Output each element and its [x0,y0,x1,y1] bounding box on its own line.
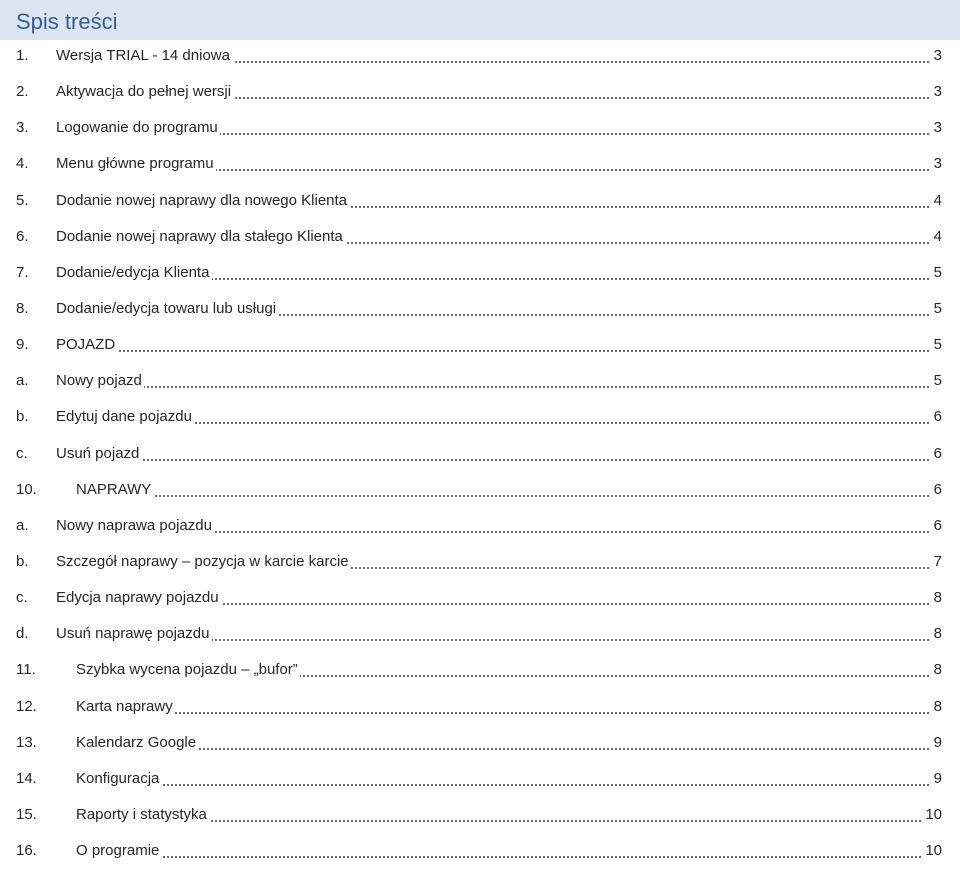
toc-entry-number: 12. [16,697,37,715]
toc-page-number: 8 [933,625,942,643]
toc-dot-leader [142,436,930,472]
toc-dot-leader [234,74,930,110]
toc-entry-number: 2. [16,83,29,101]
toc-entry-number: 4. [16,155,29,173]
toc-entry-number: 15. [16,805,37,823]
toc-page-number: 4 [933,191,942,209]
toc-entry-number: d. [16,625,29,643]
toc-entry-number: 14. [16,769,37,787]
toc-header [0,0,960,40]
toc-entry-number: 10. [16,480,37,498]
toc-page-number: 5 [933,299,942,317]
toc-page-number: 5 [933,336,942,354]
toc-list [0,38,960,869]
toc-entry-number: b. [16,552,29,570]
toc-entry-title: Nowy naprawa pojazdu [56,516,212,534]
toc-entry-number: c. [16,589,28,607]
toc-entry[interactable] [0,183,960,219]
toc-entry-title: Logowanie do programu [56,119,218,137]
toc-entry-number: 6. [16,227,29,245]
toc-entry[interactable] [0,74,960,110]
toc-entry-title: Wersja TRIAL - 14 dniowa [56,47,230,64]
toc-page-number: 5 [933,372,942,390]
toc-entry[interactable] [0,544,960,580]
toc-entry-title: NAPRAWY [76,480,152,498]
toc-entry[interactable] [0,725,960,761]
toc-entry[interactable] [0,689,960,725]
toc-entry-title: Usuń naprawę pojazdu [56,625,210,643]
toc-dot-leader [233,38,930,74]
toc-dot-leader [209,797,922,833]
toc-entry-number: 8. [16,299,29,317]
toc-entry-title: Nowy pojazd [56,372,142,390]
toc-page-number: 9 [933,733,942,751]
toc-entry-number: 7. [16,263,29,281]
toc-entry-number: a. [16,372,29,390]
toc-page-number: 10 [925,842,942,860]
toc-entry-number: 9. [16,336,29,354]
toc-page-number: 5 [933,263,942,281]
toc-entry-title: Menu główne programu [56,155,214,173]
toc-entry-title: Dodanie nowej naprawy dla nowego Klienta [56,191,348,209]
toc-entry-number: c. [16,444,28,462]
toc-page-number: 3 [933,155,942,173]
toc-entry[interactable] [0,399,960,435]
toc-entry-title: Konfiguracja [76,769,160,787]
toc-entry-title: Raporty i statystyka [76,805,207,823]
toc-entry-number: 1. [16,47,29,64]
toc-dot-leader [118,327,930,363]
toc-entry-title: Szybka wycena pojazdu – „bufor” [76,661,298,679]
toc-entry-title: O programie [76,842,160,860]
toc-dot-leader [279,291,930,327]
toc-entry-title: Dodanie/edycja Klienta [56,263,210,281]
toc-dot-leader [351,544,930,580]
toc-dot-leader [345,219,930,255]
toc-entry[interactable] [0,291,960,327]
toc-entry-title: Kalendarz Google [76,733,197,751]
toc-entry[interactable] [0,219,960,255]
toc-dot-leader [162,761,930,797]
toc-entry[interactable] [0,797,960,833]
toc-entry-title: Usuń pojazd [56,444,140,462]
toc-page-number: 4 [933,227,942,245]
toc-entry[interactable] [0,508,960,544]
toc-entry[interactable] [0,652,960,688]
toc-entry[interactable] [0,761,960,797]
toc-entry-number: 11. [16,661,36,679]
toc-entry-number: a. [16,516,29,534]
toc-page-number: 9 [933,769,942,787]
toc-dot-leader [216,146,930,182]
toc-title: Spis treści [16,9,118,34]
toc-page-number: 6 [933,480,942,498]
toc-dot-leader [194,399,930,435]
toc-page-number: 6 [933,516,942,534]
toc-entry-number: b. [16,408,29,426]
toc-entry[interactable] [0,327,960,363]
toc-dot-leader [350,183,930,219]
toc-entry-title: Dodanie/edycja towaru lub usługi [56,299,277,317]
toc-entry[interactable] [0,616,960,652]
toc-dot-leader [220,110,930,146]
toc-entry-title: Szczegół naprawy – pozycja w karcie karcie [56,552,349,570]
toc-entry[interactable] [0,580,960,616]
toc-dot-leader [154,472,930,508]
toc-entry[interactable] [0,110,960,146]
toc-entry[interactable] [0,363,960,399]
toc-page-number: 3 [933,119,942,137]
toc-entry[interactable] [0,472,960,508]
toc-entry-title: Karta naprawy [76,697,173,715]
toc-entry[interactable] [0,38,960,74]
toc-entry-title: Edycja naprawy pojazdu [56,589,219,607]
toc-dot-leader [212,616,930,652]
toc-page-number: 7 [933,552,942,570]
toc-dot-leader [214,508,930,544]
toc-dot-leader [212,255,930,291]
toc-dot-leader [199,725,930,761]
toc-page-number: 10 [925,805,942,823]
toc-entry[interactable] [0,833,960,869]
toc-page-number: 6 [933,408,942,426]
toc-page-number: 8 [933,697,942,715]
toc-entry-number: 16. [16,842,37,860]
toc-dot-leader [144,363,930,399]
toc-entry[interactable] [0,146,960,182]
toc-dot-leader [175,689,930,725]
toc-entry-title: Edytuj dane pojazdu [56,408,192,426]
toc-page-number: 8 [933,661,942,679]
toc-dot-leader [221,580,930,616]
toc-entry-title: POJAZD [56,336,116,354]
toc-entry-title: Dodanie nowej naprawy dla stałego Klienta [56,227,343,245]
toc-entry[interactable] [0,255,960,291]
toc-entry-number: 3. [16,119,29,137]
toc-dot-leader [162,833,922,869]
toc-page-number: 6 [933,444,942,462]
toc-entry[interactable] [0,436,960,472]
toc-page-number: 3 [933,47,942,64]
toc-page-number: 3 [933,83,942,101]
toc-dot-leader [300,652,930,688]
toc-entry-title: Aktywacja do pełnej wersji [56,83,232,101]
toc-page-number: 8 [933,589,942,607]
toc-entry-number: 13. [16,733,37,751]
toc-entry-number: 5. [16,191,29,209]
